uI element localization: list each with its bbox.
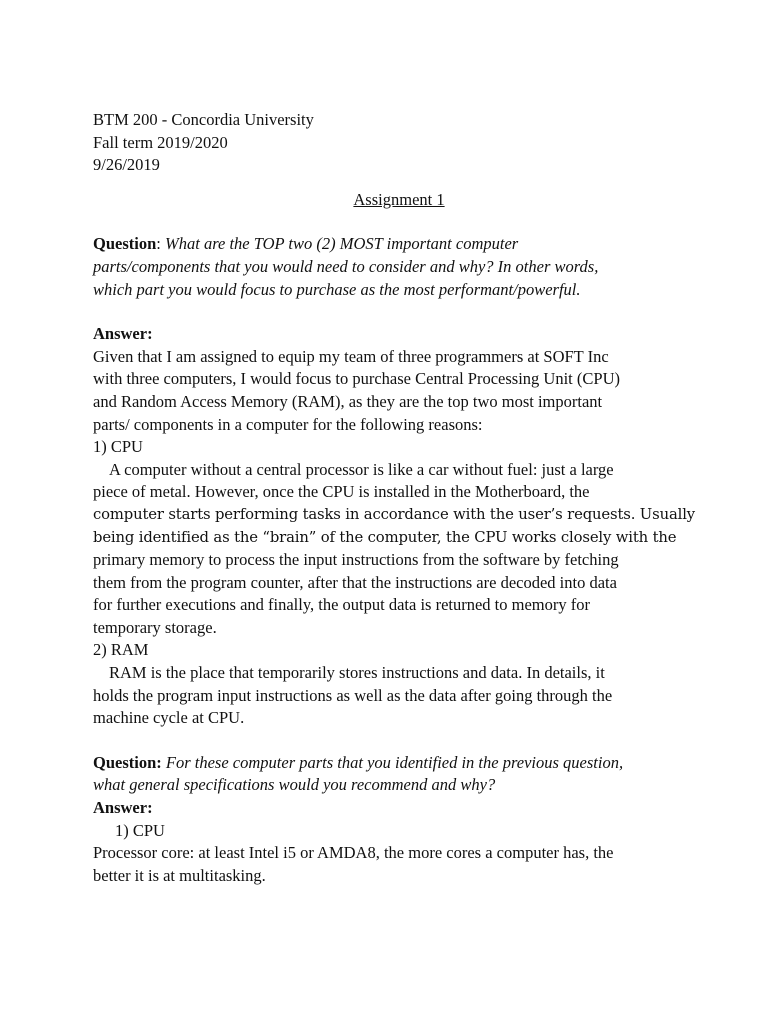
question-2-line-2: what general specifications would you recommend and why?	[93, 775, 496, 795]
cpu-line-5: primary memory to process the input instructions from the software by fetching	[93, 550, 619, 570]
document-page	[93, 109, 695, 887]
answer-2-line-2: better it is at multitasking.	[93, 865, 266, 885]
answer-1-intro-line-4: parts/ components in a computer for the following reasons:	[93, 414, 483, 434]
answer-1-intro-line-2: with three computers, I would focus to purchase Central Processing Unit (CPU)	[93, 369, 620, 389]
answer-1-label: Answer:	[93, 324, 153, 344]
cpu-line-7: for further executions and finally, the output data is returned to memory for	[93, 595, 590, 615]
cpu-heading: 1) CPU	[93, 437, 143, 457]
document-header	[93, 109, 683, 177]
cpu-line-4: being identified as the “brain” of the computer, the CPU works closely with the	[93, 528, 677, 546]
question-1-line-1: What are the TOP two (2) MOST important computer	[164, 234, 519, 254]
ram-line-1: RAM is the place that temporarily stores instructions and data. In details, it	[109, 663, 605, 683]
title-container	[93, 189, 705, 212]
cpu-line-1: A computer without a central processor is like a car without fuel: just a large	[109, 459, 614, 479]
cpu-line-3: computer starts performing tasks in accordance with the user’s requests. Usually	[93, 505, 695, 523]
ram-line-2: holds the program input instructions as well as the data after going through the	[93, 685, 613, 705]
date-line: 9/26/2019	[93, 155, 160, 175]
question-1-line-2: parts/components that you would need to consider and why? In other words,	[93, 256, 599, 276]
answer-2-cpu-heading: 1) CPU	[115, 820, 165, 840]
answer-2-label: Answer:	[93, 798, 153, 818]
question-2	[93, 752, 683, 797]
ram-heading: 2) RAM	[93, 640, 149, 660]
answer-2-line-1: Processor core: at least Intel i5 or AMDA8, the more cores a computer has, the	[93, 843, 614, 863]
ram-line-3: machine cycle at CPU.	[93, 708, 245, 728]
assignment-title: Assignment 1	[353, 189, 445, 209]
question-2-label: Question:	[93, 752, 162, 772]
question-1-line-3: which part you would focus to purchase as the most performant/powerful.	[93, 279, 581, 299]
question-1	[93, 233, 683, 301]
answer-1	[93, 323, 695, 730]
cpu-line-8: temporary storage.	[93, 617, 217, 637]
cpu-line-6: them from the program counter, after that the instructions are decoded into data	[93, 572, 617, 592]
question-2-line-1: For these computer parts that you identified in the previous question,	[165, 752, 624, 772]
course-line: BTM 200 - Concordia University	[93, 110, 314, 129]
term-line: Fall term 2019/2020	[93, 132, 228, 152]
question-1-colon: :	[156, 234, 165, 254]
question-1-label: Question	[93, 234, 157, 254]
answer-1-intro-line-3: and Random Access Memory (RAM), as they are the top two most important	[93, 391, 603, 411]
answer-2	[93, 797, 683, 887]
cpu-line-2: piece of metal. However, once the CPU is installed in the Motherboard, the	[93, 482, 590, 502]
answer-1-intro-line-1: Given that I am assigned to equip my team of three programmers at SOFT Inc	[93, 346, 609, 366]
